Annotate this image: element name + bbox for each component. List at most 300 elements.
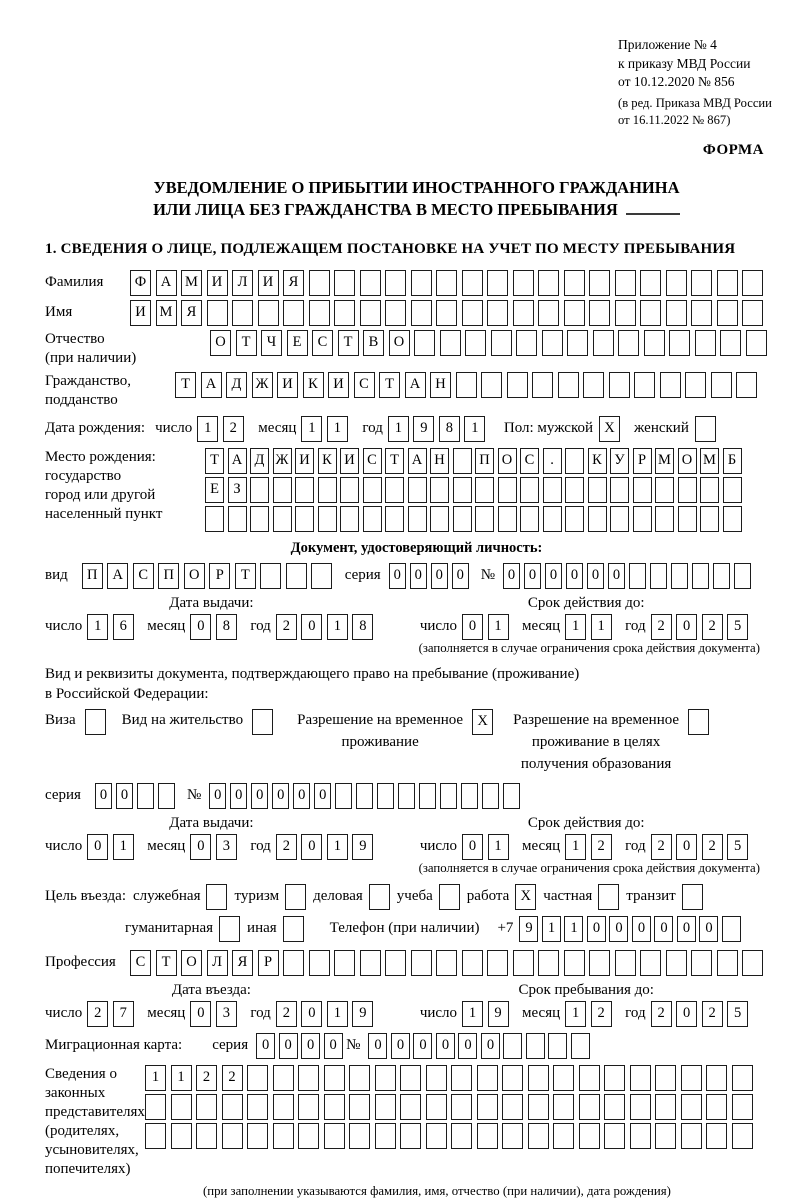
char-cell: 1 — [301, 416, 322, 442]
char-cell — [477, 1065, 498, 1091]
year-label: год — [250, 838, 271, 855]
char-cell: 1 — [327, 834, 348, 860]
residence-dates-row — [45, 814, 788, 860]
char-cell: Л — [207, 950, 228, 976]
char-cell — [462, 300, 483, 326]
stay-until-group — [420, 981, 753, 1027]
char-cell: 1 — [464, 416, 485, 442]
entry-stay-dates-row — [45, 981, 788, 1027]
char-cell: Т — [205, 448, 224, 474]
char-cell — [426, 1065, 447, 1091]
char-cell — [538, 950, 559, 976]
char-cell — [717, 300, 738, 326]
char-cell — [487, 270, 508, 296]
char-cell — [158, 783, 175, 809]
char-cell — [502, 1065, 523, 1091]
sex-female-label: женский — [634, 420, 689, 437]
char-cell — [630, 1123, 651, 1149]
identity-kind-label: вид — [45, 567, 68, 584]
citizenship-row — [45, 372, 788, 410]
char-cell: 2 — [276, 834, 297, 860]
char-cell — [618, 330, 639, 356]
residence-series-boxes — [95, 783, 179, 809]
char-cell — [604, 1065, 625, 1091]
char-cell — [507, 372, 528, 398]
section1-title: 1. СВЕДЕНИЯ О ЛИЦЕ, ПОДЛЕЖАЩЕМ ПОСТАНОВКЕ НА УЧЕТ ПО МЕСТУ ПРЕБЫВАНИЯ — [45, 240, 736, 257]
char-cell — [589, 270, 610, 296]
month-label: месяц — [147, 1005, 186, 1022]
purpose-private-checkbox — [598, 884, 619, 910]
char-cell: И — [277, 372, 298, 398]
char-cell — [356, 783, 373, 809]
char-cell — [232, 300, 253, 326]
option-residence-permit — [122, 709, 273, 735]
char-cell — [324, 1065, 345, 1091]
char-cell — [650, 563, 667, 589]
char-cell — [283, 300, 304, 326]
char-cell — [385, 950, 406, 976]
char-cell — [503, 783, 520, 809]
char-cell — [542, 330, 563, 356]
birth-month-boxes — [301, 416, 352, 442]
char-cell — [681, 1065, 702, 1091]
char-cell — [706, 1094, 727, 1120]
char-cell — [655, 1065, 676, 1091]
day-label: число — [45, 1005, 83, 1022]
option-temp-residence-education-checkbox — [688, 709, 709, 735]
char-cell — [283, 950, 304, 976]
char-cell — [640, 300, 661, 326]
char-cell: 0 — [503, 563, 520, 589]
char-cell: 0 — [676, 1001, 697, 1027]
option-residence-permit-checkbox — [252, 709, 273, 735]
char-cell — [567, 330, 588, 356]
option-visa-checkbox — [85, 709, 106, 735]
char-cell — [222, 1123, 243, 1149]
purpose-study: учеба — [397, 884, 460, 910]
entry-year-boxes — [276, 1001, 378, 1027]
year-label: год — [625, 618, 646, 635]
char-cell — [691, 300, 712, 326]
surname-label: Фамилия — [45, 274, 104, 291]
stay-until-title: Срок пребывания до: — [518, 981, 654, 998]
char-cell: 2 — [702, 834, 723, 860]
char-cell — [564, 270, 585, 296]
appendix-line: от 10.12.2020 № 856 — [618, 74, 735, 90]
char-cell — [538, 270, 559, 296]
purpose-work-checkbox: X — [515, 884, 536, 910]
char-cell: 0 — [410, 563, 427, 589]
char-cell — [543, 506, 562, 532]
day-label: число — [45, 618, 83, 635]
profession-boxes — [130, 950, 768, 976]
char-cell: 0 — [677, 916, 696, 942]
char-cell: Д — [250, 448, 269, 474]
char-cell — [666, 950, 687, 976]
char-cell — [487, 950, 508, 976]
char-cell: 1 — [488, 614, 509, 640]
char-cell: 0 — [190, 834, 211, 860]
char-cell — [685, 372, 706, 398]
char-cell: 0 — [632, 916, 651, 942]
char-cell: М — [700, 448, 719, 474]
char-cell: 0 — [545, 563, 562, 589]
char-cell: Ф — [130, 270, 151, 296]
char-cell: 1 — [565, 834, 586, 860]
amendment-line: от 16.11.2022 № 867) — [618, 113, 731, 128]
char-cell — [681, 1094, 702, 1120]
char-cell: С — [354, 372, 375, 398]
entry-month-boxes — [190, 1001, 241, 1027]
char-cell — [481, 372, 502, 398]
char-cell — [615, 950, 636, 976]
char-cell: 2 — [651, 614, 672, 640]
birth-date-label: Дата рождения: — [45, 420, 146, 437]
char-cell — [205, 506, 224, 532]
char-cell: А — [156, 270, 177, 296]
option-residence-permit-label: Вид на жительство — [121, 711, 244, 728]
forma-label: ФОРМА — [702, 141, 764, 158]
expiry-day-boxes — [462, 614, 513, 640]
char-cell — [736, 372, 757, 398]
identity-kind-row — [45, 563, 788, 589]
birth-place-rows — [205, 448, 745, 535]
char-cell: 2 — [276, 1001, 297, 1027]
char-cell — [526, 1033, 545, 1059]
char-cell: . — [543, 448, 562, 474]
birth-place-row2 — [205, 477, 745, 503]
char-cell: Б — [723, 448, 742, 474]
char-cell — [196, 1123, 217, 1149]
char-cell: П — [475, 448, 494, 474]
identity-doc-header: Документ, удостоверяющий личность: — [290, 539, 543, 556]
char-cell — [644, 330, 665, 356]
month-label: месяц — [522, 618, 561, 635]
char-cell — [717, 270, 738, 296]
char-cell — [273, 1094, 294, 1120]
char-cell: В — [363, 330, 384, 356]
char-cell — [426, 1123, 447, 1149]
char-cell: 2 — [651, 1001, 672, 1027]
char-cell: Я — [181, 300, 202, 326]
identity-kind-boxes — [82, 563, 337, 589]
char-cell — [720, 330, 741, 356]
char-cell: У — [610, 448, 629, 474]
entry-date-title: Дата въезда: — [171, 981, 251, 998]
char-cell — [451, 1123, 472, 1149]
char-cell — [633, 477, 652, 503]
day-label: число — [155, 420, 193, 437]
char-cell: О — [210, 330, 231, 356]
char-cell: 0 — [566, 563, 583, 589]
identity-series-boxes — [389, 563, 473, 589]
char-cell — [633, 506, 652, 532]
given-name-row — [45, 300, 788, 326]
char-cell — [414, 330, 435, 356]
option-temp-residence — [297, 709, 493, 753]
char-cell — [732, 1094, 753, 1120]
given-name-boxes — [130, 300, 768, 326]
char-cell — [145, 1123, 166, 1149]
char-cell: 1 — [565, 614, 586, 640]
char-cell — [385, 506, 404, 532]
residence-expiry-day-boxes — [462, 834, 513, 860]
identity-expiry-note: (заполняется в случае ограничения срока действия документа) — [418, 640, 760, 655]
char-cell: 0 — [368, 1033, 387, 1059]
month-label: месяц — [522, 1005, 561, 1022]
migration-card-label: Миграционная карта: — [45, 1037, 183, 1054]
char-cell — [604, 1094, 625, 1120]
char-cell: 0 — [458, 1033, 477, 1059]
issue-year-boxes — [276, 614, 378, 640]
char-cell — [363, 506, 382, 532]
char-cell — [400, 1065, 421, 1091]
char-cell: 9 — [413, 416, 434, 442]
char-cell: Т — [338, 330, 359, 356]
char-cell: 0 — [676, 614, 697, 640]
char-cell: 9 — [352, 834, 373, 860]
char-cell: Т — [175, 372, 196, 398]
char-cell — [538, 300, 559, 326]
char-cell: 0 — [391, 1033, 410, 1059]
option-visa-label: Виза — [45, 711, 76, 728]
char-cell — [678, 477, 697, 503]
char-cell: 0 — [699, 916, 718, 942]
char-cell: 5 — [727, 1001, 748, 1027]
char-cell — [706, 1065, 727, 1091]
issue-day-boxes — [87, 614, 138, 640]
day-label: число — [45, 838, 83, 855]
entry-purpose-row2 — [45, 916, 788, 942]
char-cell: 0 — [314, 783, 331, 809]
char-cell — [309, 270, 330, 296]
char-cell — [588, 506, 607, 532]
char-cell — [295, 477, 314, 503]
char-cell — [723, 477, 742, 503]
char-cell — [324, 1123, 345, 1149]
char-cell: 1 — [388, 416, 409, 442]
char-cell — [385, 477, 404, 503]
char-cell — [734, 563, 751, 589]
char-cell — [462, 950, 483, 976]
char-cell: 2 — [702, 1001, 723, 1027]
char-cell — [513, 300, 534, 326]
char-cell: О — [181, 950, 202, 976]
char-cell: Р — [258, 950, 279, 976]
purpose-humanitarian: гуманитарная — [125, 916, 240, 942]
char-cell — [630, 1094, 651, 1120]
char-cell — [516, 330, 537, 356]
char-cell — [453, 506, 472, 532]
char-cell: С — [520, 448, 539, 474]
char-cell — [411, 950, 432, 976]
migration-card-number-label: № — [346, 1037, 361, 1054]
char-cell: Д — [226, 372, 247, 398]
expiry-year-boxes — [651, 614, 753, 640]
char-cell: 0 — [87, 834, 108, 860]
birth-place-row1 — [205, 448, 745, 474]
representatives-row1 — [145, 1065, 757, 1091]
char-cell — [295, 506, 314, 532]
char-cell — [419, 783, 436, 809]
identity-expiry-group — [420, 594, 753, 640]
char-cell: 1 — [591, 614, 612, 640]
char-cell: 0 — [431, 563, 448, 589]
char-cell — [334, 950, 355, 976]
char-cell — [436, 300, 457, 326]
char-cell: 2 — [196, 1065, 217, 1091]
char-cell: 5 — [727, 614, 748, 640]
char-cell: С — [133, 563, 154, 589]
char-cell — [349, 1094, 370, 1120]
char-cell: 9 — [352, 1001, 373, 1027]
char-cell: Е — [205, 477, 224, 503]
char-cell — [700, 506, 719, 532]
char-cell — [691, 950, 712, 976]
profession-label: Профессия — [45, 954, 116, 971]
char-cell — [655, 1094, 676, 1120]
char-cell: 0 — [324, 1033, 343, 1059]
citizenship-label: Гражданство, подданство — [45, 372, 132, 408]
purpose-humanitarian-checkbox — [219, 916, 240, 942]
identity-number-boxes — [503, 563, 755, 589]
month-label: месяц — [522, 838, 561, 855]
char-cell: 1 — [488, 834, 509, 860]
char-cell — [713, 563, 730, 589]
amendment-line: (в ред. Приказа МВД России — [618, 95, 772, 110]
birth-place-label: Место рождения: государство город или другой населенный пункт — [45, 448, 163, 522]
option-temp-residence-checkbox: X — [472, 709, 493, 735]
char-cell: О — [678, 448, 697, 474]
char-cell: С — [130, 950, 151, 976]
char-cell: 0 — [95, 783, 112, 809]
form-title-line1: УВЕДОМЛЕНИЕ О ПРИБЫТИИ ИНОСТРАННОГО ГРАЖДАНИНА — [153, 177, 680, 197]
char-cell — [692, 563, 709, 589]
char-cell — [340, 506, 359, 532]
char-cell — [520, 506, 539, 532]
char-cell — [609, 372, 630, 398]
char-cell: К — [588, 448, 607, 474]
sex-female-checkbox — [695, 416, 716, 442]
sex-male-checkbox: X — [599, 416, 620, 442]
char-cell: П — [158, 563, 179, 589]
char-cell — [222, 1094, 243, 1120]
purpose-study-checkbox — [439, 884, 460, 910]
char-cell: З — [228, 477, 247, 503]
option-temp-residence-label: Разрешение на временное проживание — [297, 711, 464, 750]
purpose-transit-checkbox — [682, 884, 703, 910]
char-cell — [324, 1094, 345, 1120]
char-cell: И — [295, 448, 314, 474]
char-cell — [615, 270, 636, 296]
char-cell — [732, 1123, 753, 1149]
char-cell — [375, 1094, 396, 1120]
char-cell — [589, 950, 610, 976]
char-cell: 0 — [116, 783, 133, 809]
char-cell — [502, 1094, 523, 1120]
char-cell — [430, 506, 449, 532]
char-cell — [408, 506, 427, 532]
char-cell — [629, 563, 646, 589]
stay-month-boxes — [565, 1001, 616, 1027]
purpose-business-checkbox — [369, 884, 390, 910]
issue-month-boxes — [190, 614, 241, 640]
char-cell — [498, 506, 517, 532]
residence-expiry-month-boxes — [565, 834, 616, 860]
char-cell — [579, 1065, 600, 1091]
purpose-transit: транзит — [626, 884, 702, 910]
char-cell: 1 — [565, 1001, 586, 1027]
expiry-month-boxes — [565, 614, 616, 640]
char-cell — [700, 477, 719, 503]
char-cell: Н — [430, 372, 451, 398]
char-cell — [722, 916, 741, 942]
char-cell — [400, 1094, 421, 1120]
sex-male-label: Пол: мужской — [503, 420, 594, 437]
char-cell — [363, 477, 382, 503]
purpose-other: иная — [247, 916, 304, 942]
char-cell — [145, 1094, 166, 1120]
purpose-work: работа X — [467, 884, 537, 910]
char-cell — [207, 300, 228, 326]
phone-prefix: +7 — [497, 920, 514, 937]
residence-permit-options — [45, 709, 788, 775]
char-cell: 0 — [190, 614, 211, 640]
char-cell — [691, 270, 712, 296]
char-cell — [456, 372, 477, 398]
char-cell — [440, 783, 457, 809]
char-cell: Н — [430, 448, 449, 474]
representatives-row3 — [145, 1123, 757, 1149]
char-cell — [528, 1123, 549, 1149]
char-cell — [528, 1094, 549, 1120]
char-cell: 0 — [272, 783, 289, 809]
char-cell: Е — [287, 330, 308, 356]
appendix-reference — [618, 36, 800, 92]
char-cell — [543, 477, 562, 503]
char-cell — [334, 300, 355, 326]
phone-label: Телефон (при наличии) — [329, 920, 480, 937]
char-cell — [655, 1123, 676, 1149]
residence-doc-intro: Вид и реквизиты документа, подтверждающего право на пребывание (проживание) в Российской Федерации: — [45, 665, 580, 702]
stay-year-boxes — [651, 1001, 753, 1027]
option-temp-residence-education-label: Разрешение на временное проживание в целях получения образования — [513, 711, 680, 772]
char-cell: 5 — [727, 834, 748, 860]
char-cell — [660, 372, 681, 398]
char-cell: 1 — [197, 416, 218, 442]
char-cell: А — [405, 372, 426, 398]
form-title — [45, 177, 788, 221]
char-cell — [742, 950, 763, 976]
char-cell — [604, 1123, 625, 1149]
char-cell: 2 — [651, 834, 672, 860]
char-cell: К — [303, 372, 324, 398]
char-cell: 0 — [301, 1033, 320, 1059]
char-cell — [461, 783, 478, 809]
char-cell: Ж — [273, 448, 292, 474]
char-cell — [273, 1123, 294, 1149]
char-cell — [250, 506, 269, 532]
char-cell — [411, 270, 432, 296]
char-cell — [436, 270, 457, 296]
birth-date-row — [45, 416, 788, 442]
char-cell — [711, 372, 732, 398]
char-cell: О — [184, 563, 205, 589]
residence-series-row — [45, 783, 788, 809]
char-cell — [565, 477, 584, 503]
char-cell: А — [107, 563, 128, 589]
char-cell — [655, 506, 674, 532]
